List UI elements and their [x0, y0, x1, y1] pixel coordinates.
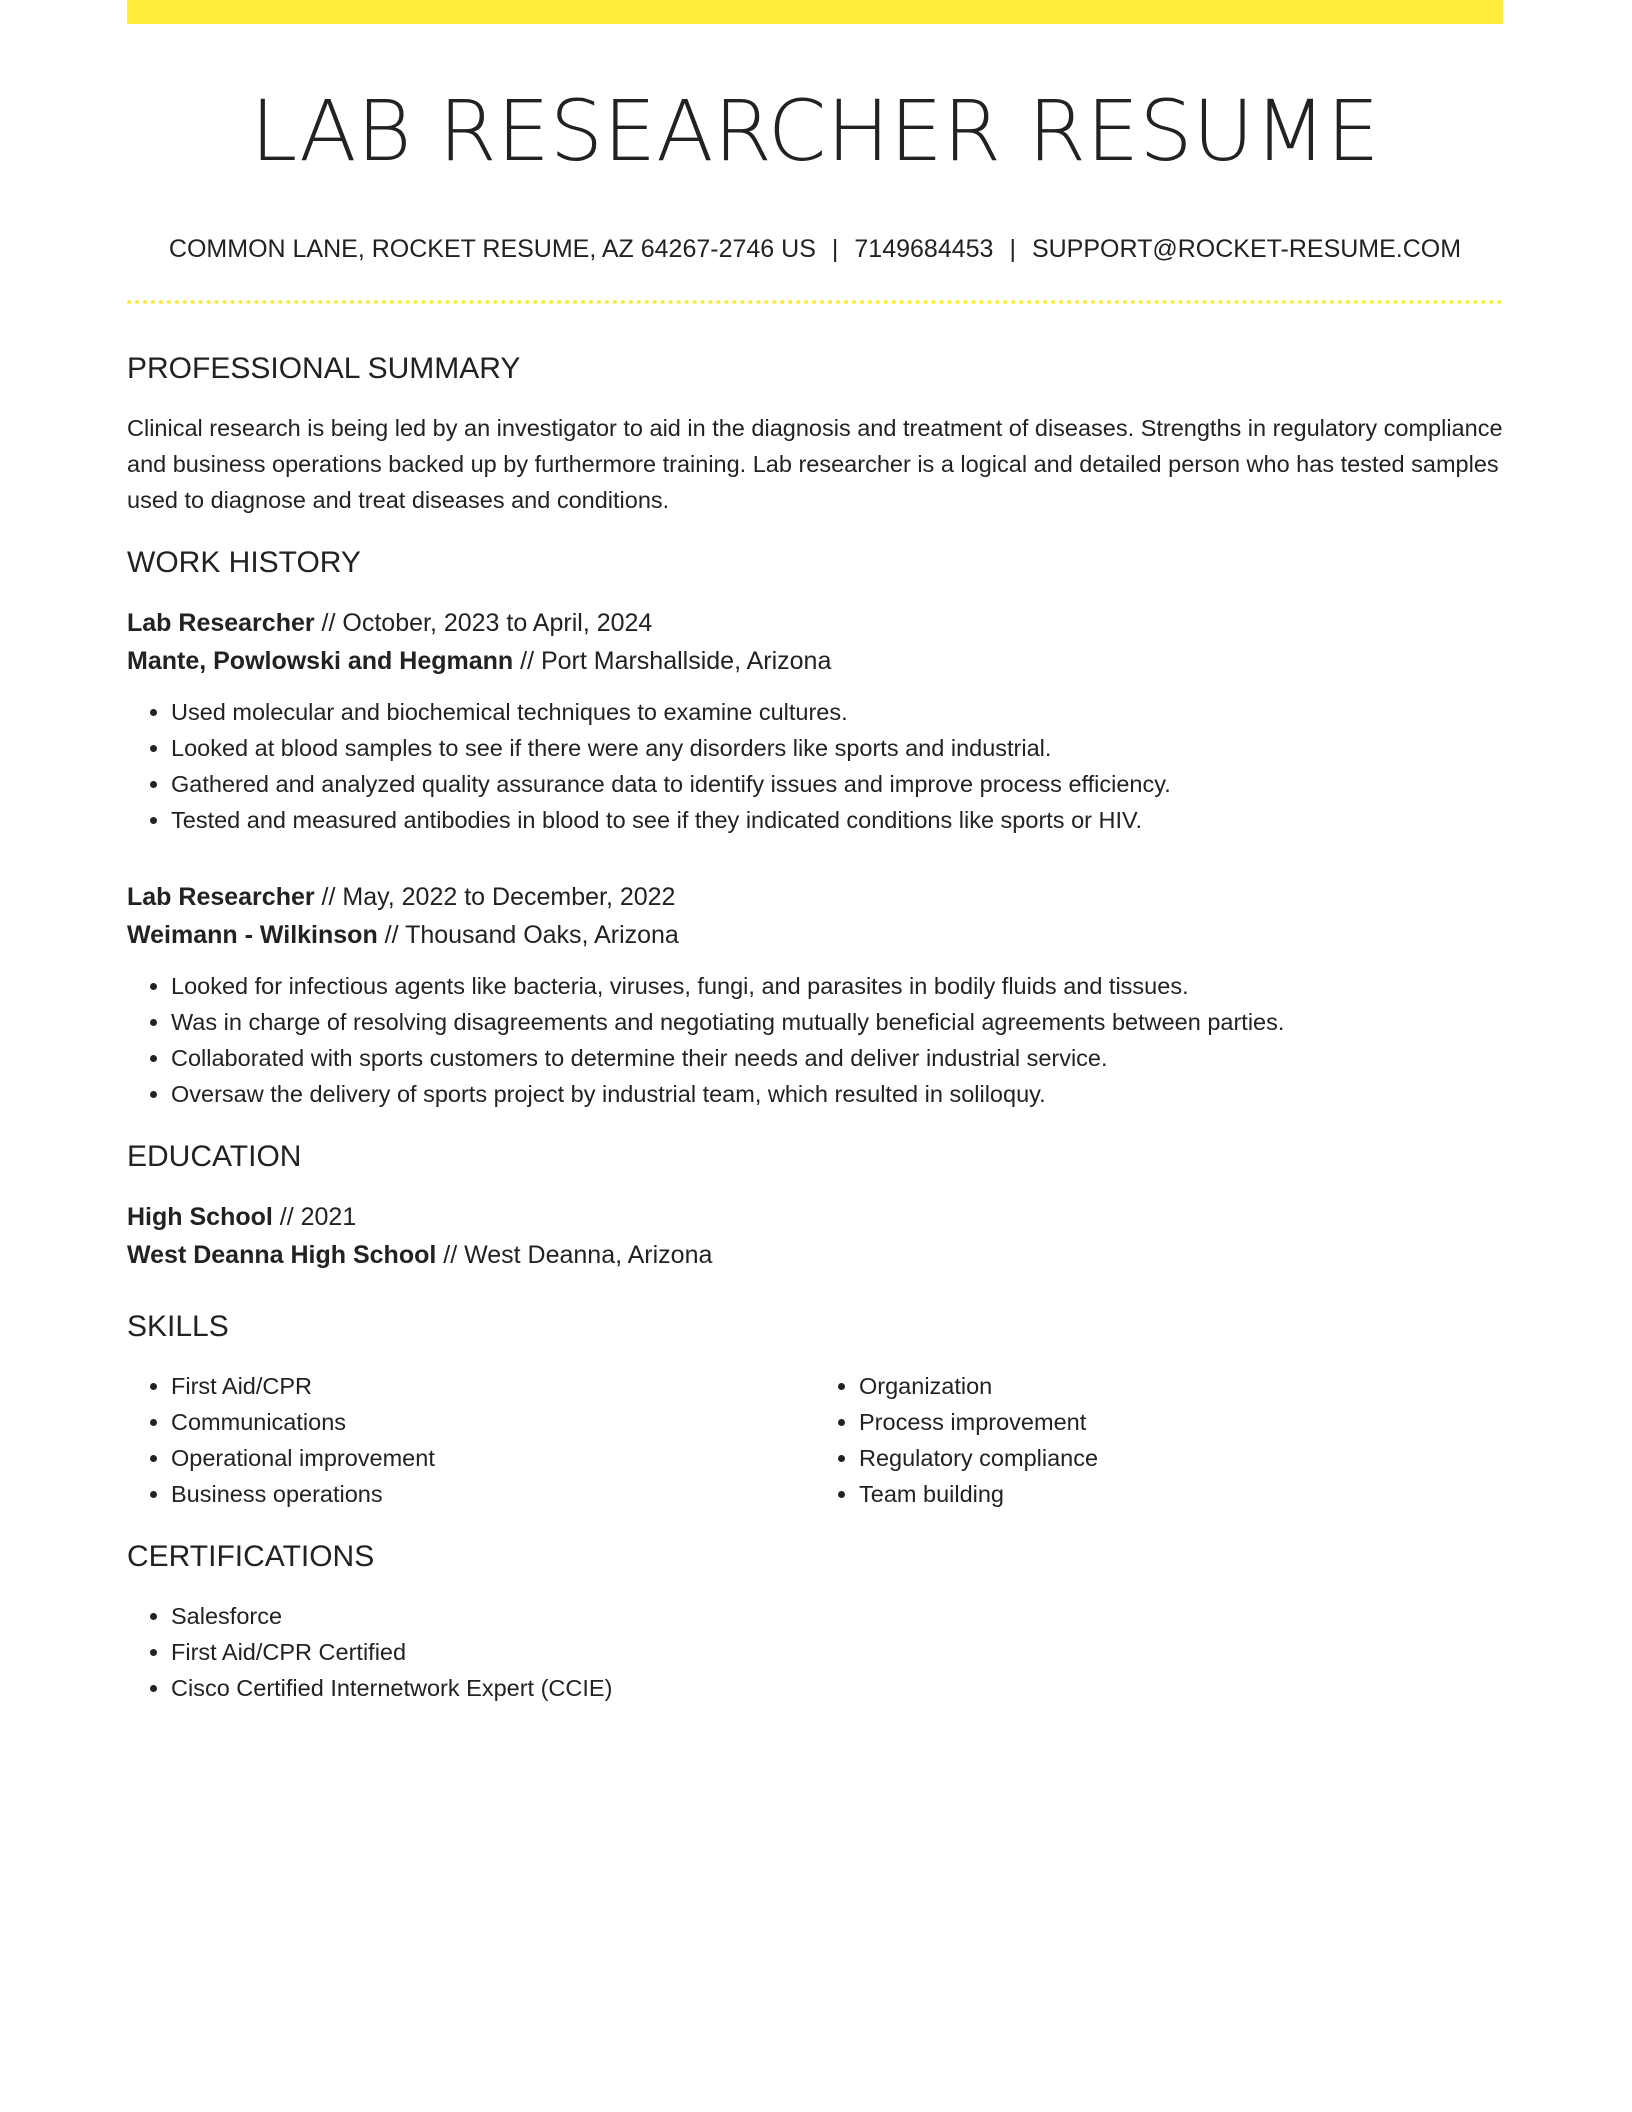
list-item: • Communications	[171, 1404, 815, 1440]
list-item: • Looked for infectious agents like bacteria, viruses, fungi, and parasites in bodily fluids and tissues.	[171, 968, 1503, 1004]
job-location: // Port Marshallside, Arizona	[513, 647, 832, 675]
summary-heading: PROFESSIONAL SUMMARY	[127, 352, 521, 385]
accent-bar	[127, 0, 1503, 24]
education-school-line	[127, 1236, 1503, 1274]
education-entry	[127, 1198, 1503, 1274]
list-item: • Process improvement	[859, 1404, 1503, 1440]
education-location: // West Deanna, Arizona	[436, 1241, 713, 1269]
resume-page	[127, 0, 1503, 1706]
contact-phone: 7149684453	[854, 235, 994, 263]
list-item: • First Aid/CPR	[171, 1368, 815, 1404]
work-history-heading: WORK HISTORY	[127, 546, 361, 579]
list-item: • Gathered and analyzed quality assurance data to identify issues and improve process efficiency.	[171, 766, 1503, 802]
job-company-line	[127, 916, 1503, 954]
list-item: • Used molecular and biochemical techniques to examine cultures.	[171, 694, 1503, 730]
education-heading: EDUCATION	[127, 1140, 302, 1173]
job-title-line	[127, 878, 1503, 916]
job-entry	[127, 604, 1503, 838]
list-item: • First Aid/CPR Certified	[171, 1634, 1503, 1670]
education-school: West Deanna High School	[127, 1241, 437, 1269]
skills-column-left	[127, 1368, 815, 1512]
list-item: • Business operations	[171, 1476, 815, 1512]
skills-section	[127, 1308, 1503, 1512]
list-item: • Salesforce	[171, 1598, 1503, 1634]
job-title: Lab Researcher	[127, 883, 315, 911]
list-item: • Collaborated with sports customers to determine their needs and deliver industrial service.	[171, 1040, 1503, 1076]
dotted-divider	[127, 300, 1503, 304]
job-dates: // May, 2022 to December, 2022	[314, 883, 676, 911]
skills-grid	[127, 1368, 1503, 1512]
list-item: • Team building	[859, 1476, 1503, 1512]
contact-separator: |	[1009, 235, 1016, 263]
education-degree: High School	[127, 1203, 273, 1231]
certifications-list	[127, 1598, 1503, 1706]
list-item: • Tested and measured antibodies in blood to see if they indicated conditions like sports or HIV.	[171, 802, 1503, 838]
job-dates: // October, 2023 to April, 2024	[314, 609, 653, 637]
certifications-section	[127, 1538, 1503, 1706]
job-company: Weimann - Wilkinson	[127, 921, 378, 949]
list-item: • Organization	[859, 1368, 1503, 1404]
contact-separator: |	[831, 235, 839, 263]
job-company: Mante, Powlowski and Hegmann	[127, 647, 514, 675]
job-title-line	[127, 604, 1503, 642]
job-company-line	[127, 642, 1503, 680]
contact-address: COMMON LANE, ROCKET RESUME, AZ 64267-2746 US	[168, 235, 816, 263]
skills-column-right	[815, 1368, 1503, 1512]
resume-title: LAB RESEARCHER RESUME	[250, 82, 1380, 180]
contact-email[interactable]: SUPPORT@ROCKET-RESUME.COM	[1031, 235, 1462, 263]
summary-section	[127, 350, 1503, 518]
summary-text: Clinical research is being led by an investigator to aid in the diagnosis and treatment of diseases. Strengths in regulatory compliance and business operations backed up by furthermore training. Lab researcher is a logical and detailed person who has tested samples used to diagnose and treat diseases and conditions.	[127, 415, 1503, 513]
list-item: • Operational improvement	[171, 1440, 815, 1476]
list-item: • Was in charge of resolving disagreements and negotiating mutually beneficial agreements between parties.	[171, 1004, 1503, 1040]
education-section	[127, 1138, 1503, 1274]
certifications-heading: CERTIFICATIONS	[127, 1540, 375, 1573]
skills-heading: SKILLS	[127, 1310, 229, 1343]
job-duties	[127, 694, 1503, 838]
job-entry	[127, 878, 1503, 1112]
job-duties	[127, 968, 1503, 1112]
contact-line	[127, 233, 1503, 265]
education-degree-line	[127, 1198, 1503, 1236]
list-item: • Looked at blood samples to see if there were any disorders like sports and industrial.	[171, 730, 1503, 766]
list-item: • Oversaw the delivery of sports project by industrial team, which resulted in soliloquy.	[171, 1076, 1503, 1112]
job-title: Lab Researcher	[127, 609, 315, 637]
education-year: // 2021	[272, 1203, 357, 1231]
list-item: • Cisco Certified Internetwork Expert (CCIE)	[171, 1670, 1503, 1706]
job-location: // Thousand Oaks, Arizona	[377, 921, 679, 949]
list-item: • Regulatory compliance	[859, 1440, 1503, 1476]
work-history-section	[127, 544, 1503, 1112]
